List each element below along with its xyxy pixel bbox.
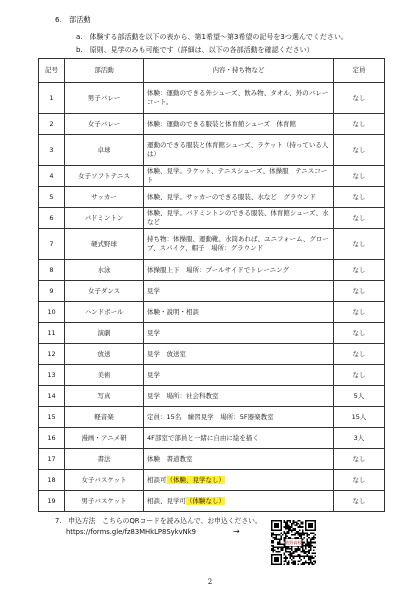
row-limit: なし [334,229,385,260]
row-code: 18 [39,470,65,491]
row-content [144,281,334,302]
page-number: 2 [207,578,213,586]
table-row [39,470,385,491]
row-club-name: 男子バレー [65,83,144,114]
row-limit: なし [334,281,385,302]
row-limit: なし [334,114,385,135]
row-limit: なし [334,166,385,187]
row-content-text: 見学 放送室 [147,349,186,358]
row-limit: なし [334,323,385,344]
row-content-text: 見学 [147,286,160,295]
header-club: 部活動 [65,59,144,83]
row-limit: なし [334,302,385,323]
row-content [144,365,334,386]
table-row [39,83,385,114]
club-table [38,58,385,512]
table-row [39,260,385,281]
row-code: 9 [39,281,65,302]
row-content [144,470,334,491]
row-content-text: 見学 [147,370,160,379]
qr-code[interactable] [271,520,316,565]
row-content-text: 体操服上下 場所：プールサイドでトレーニング [147,265,289,274]
row-club-name: 演劇 [65,323,144,344]
row-content [144,229,334,260]
row-content [144,449,334,470]
row-club-name: 美術 [65,365,144,386]
row-content-text: 体験、見学。ラケット、テニスシューズ、体操服 テニスコート [147,167,328,184]
row-code: 6 [39,208,65,229]
row-limit: 15人 [334,407,385,428]
row-code: 10 [39,302,65,323]
row-content [144,407,334,428]
row-code: 4 [39,166,65,187]
row-content-text: 体験：運動のできる服装と体育館シューズ 体育館 [147,119,297,128]
table-row [39,323,385,344]
row-club-name: 水泳 [65,260,144,281]
row-club-name: 女子バスケット [65,470,144,491]
row-content [144,428,334,449]
row-limit: なし [334,135,385,166]
row-code: 19 [39,491,65,512]
row-content [144,323,334,344]
arrow-right-icon: → [233,527,240,536]
row-code: 16 [39,428,65,449]
row-code: 2 [39,114,65,135]
form-url-link[interactable]: https://forms.gle/fz83MHkLP8SykvNk9 [66,528,196,536]
row-code: 1 [39,83,65,114]
table-row [39,135,385,166]
row-code: 14 [39,386,65,407]
row-club-name: 女子ソフトテニス [65,166,144,187]
row-content [144,83,334,114]
row-limit: なし [334,491,385,512]
row-code: 17 [39,449,65,470]
row-content [144,114,334,135]
row-club-name: サッカー [65,187,144,208]
row-content-text: 体験、見学。バドミントンのできる服装、体育館シューズ、水など [147,209,329,226]
row-limit: なし [334,449,385,470]
row-content-text: 体験 書道教室 [147,454,193,463]
section-7-text: 7. 申込方法 こちらのQRコードを読み込んで、お申込ください。 [55,517,262,525]
row-limit: なし [334,344,385,365]
qr-label: 佐野高校 [285,540,302,546]
row-code: 3 [39,135,65,166]
row-code: 8 [39,260,65,281]
row-content [144,208,334,229]
row-club-name: 女子バレー [65,114,144,135]
row-limit: 5人 [334,386,385,407]
table-row [39,187,385,208]
table-row [39,386,385,407]
row-club-name: 女子ダンス [65,281,144,302]
header-content: 内容・持ち物など [144,59,334,83]
row-content-highlight: （体験、見学なし） [166,475,225,484]
row-content-text: 定員：15名 練習見学 場所：5F器楽教室 [147,412,274,421]
row-limit: なし [334,470,385,491]
row-code: 5 [39,187,65,208]
row-club-name: バドミントン [65,208,144,229]
row-code: 11 [39,323,65,344]
table-header-row [39,59,385,83]
row-club-name: 硬式野球 [65,229,144,260]
row-content-text: 相談可 [147,475,167,484]
table-row [39,229,385,260]
row-content-text: 体験・説明・相談 [147,307,199,316]
row-content-text: 見学 [147,328,160,337]
row-club-name: 軽音楽 [65,407,144,428]
row-club-name: 男子バスケット [65,491,144,512]
row-code: 7 [39,229,65,260]
row-limit: なし [334,187,385,208]
row-club-name: 写真 [65,386,144,407]
instruction-b: b. 原則、見学のみも可能です（詳細は、以下の各部活動を確認ください） [76,46,314,54]
row-club-name: 卓球 [65,135,144,166]
table-row [39,491,385,512]
table-row [39,344,385,365]
row-content [144,260,334,281]
row-content [144,344,334,365]
row-content [144,302,334,323]
row-code: 13 [39,365,65,386]
row-content [144,187,334,208]
row-content [144,491,334,512]
row-content-text: 持ち物：体操服、運動靴、水筒あれば、ユニフォーム、グローブ、スパイク、帽子 場所：グラウンド [147,235,329,252]
row-content [144,386,334,407]
table-row [39,114,385,135]
row-content [144,166,334,187]
row-code: 15 [39,407,65,428]
row-club-name: 書法 [65,449,144,470]
row-content-text: 4F部室で部員と一緒に自由に絵を描く [147,433,259,442]
table-row [39,365,385,386]
row-content-text: 相談、見学可 [147,496,186,505]
header-code: 記号 [39,59,65,83]
row-code: 12 [39,344,65,365]
table-row [39,302,385,323]
header-limit: 定員 [334,59,385,83]
row-limit: なし [334,208,385,229]
table-row [39,281,385,302]
row-limit: なし [334,365,385,386]
row-limit: なし [334,260,385,281]
table-row [39,428,385,449]
row-limit: 3人 [334,428,385,449]
row-content-text: 体験、見学。サッカーのできる服装、水など グラウンド [147,192,316,201]
row-club-name: 放送 [65,344,144,365]
row-content-text: 見学 場所：社会科教室 [147,391,219,400]
row-content-highlight: （体験なし） [186,496,225,505]
row-content-text: 運動のできる服装と体育館シューズ、ラケット（持っている人は） [147,141,329,158]
table-row [39,208,385,229]
row-club-name: 漫画・アニメ研 [65,428,144,449]
table-row [39,449,385,470]
table-row [39,407,385,428]
instruction-a: a. 体験する部活動を以下の表から、第1希望～第3希望の記号を3つ選んでください。 [76,33,348,41]
table-row [39,166,385,187]
row-club-name: ハンドボール [65,302,144,323]
row-content-text: 体験：運動のできる外シューズ、飲み物、タオル、外のバレーコート。 [147,89,329,106]
section-6-heading: 6. 部活動 [55,15,91,24]
row-content [144,135,334,166]
row-limit: なし [334,83,385,114]
